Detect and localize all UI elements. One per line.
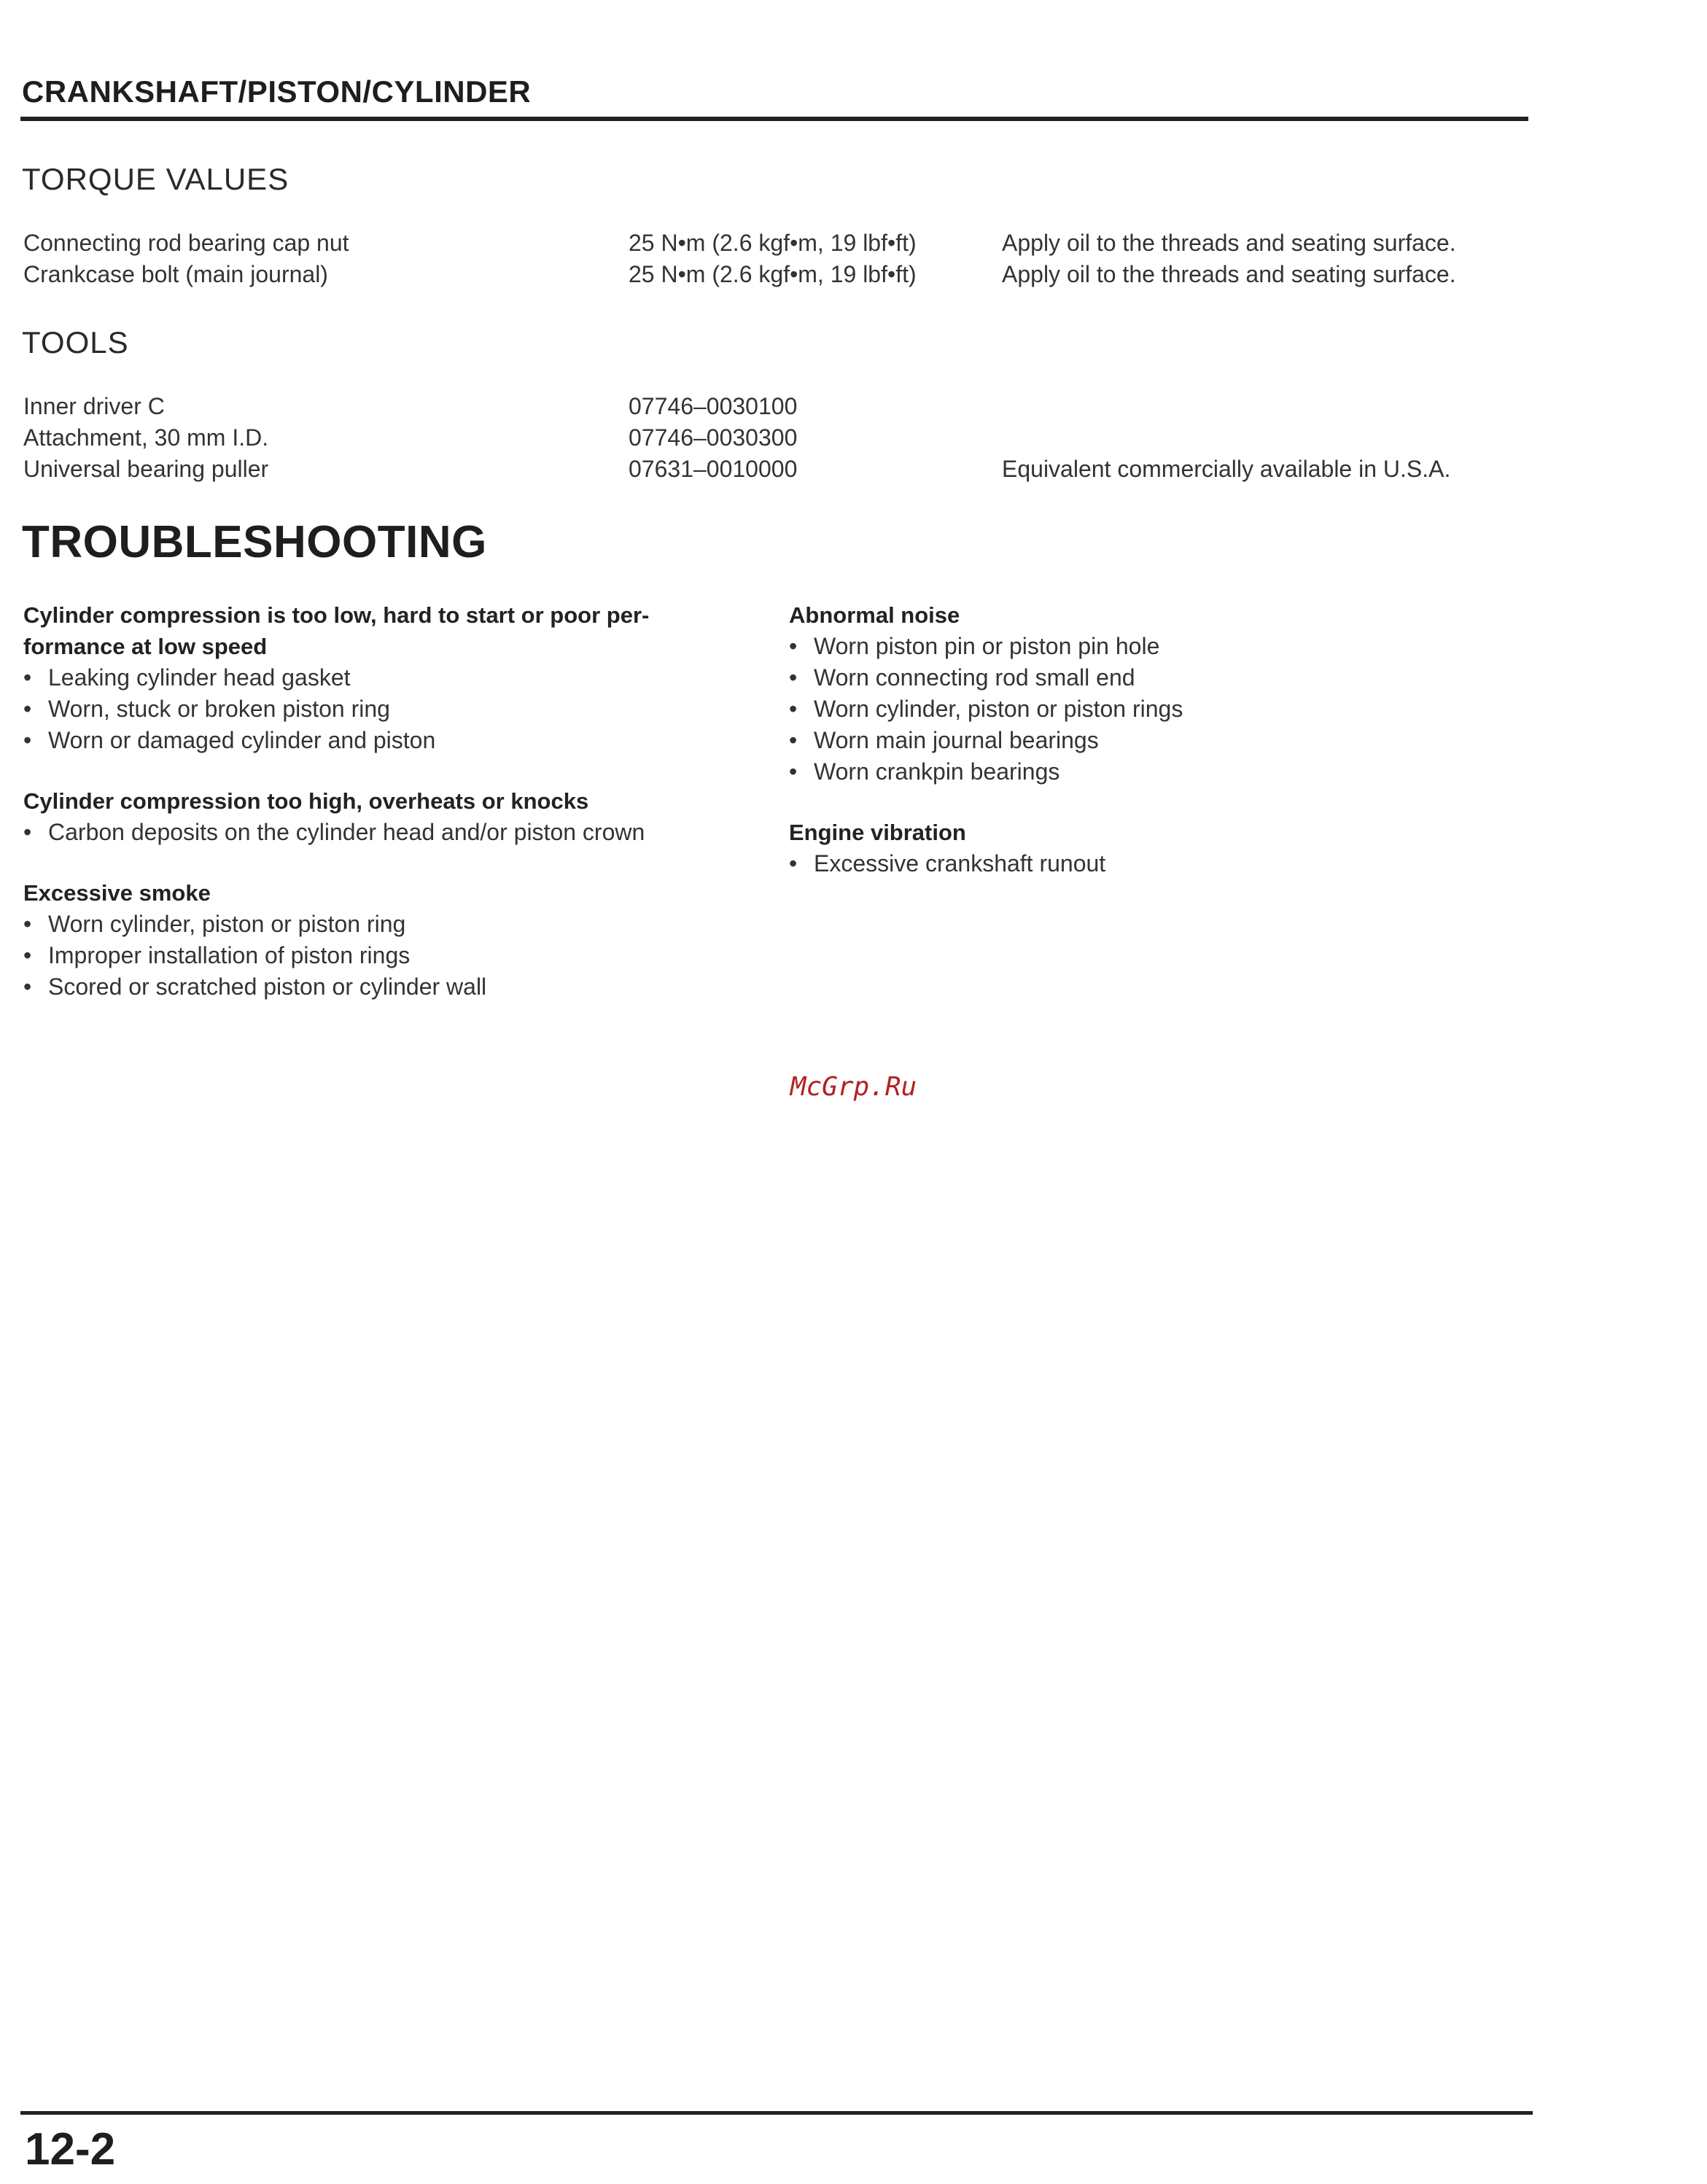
bullet-icon: • xyxy=(23,942,32,968)
tool-row xyxy=(0,456,1707,488)
bullet-icon: • xyxy=(23,911,32,937)
cause-text: Improper installation of piston rings xyxy=(48,942,411,968)
symptom-title: Abnormal noise xyxy=(789,602,960,628)
torque-note: Apply oil to the threads and seating surface. xyxy=(1002,230,1456,256)
cause-text: Worn cylinder, piston or piston rings xyxy=(814,696,1183,722)
symptom-title: Cylinder compression too high, overheats or knocks xyxy=(23,788,589,814)
cause-text: Worn or damaged cylinder and piston xyxy=(48,727,436,753)
cause-item xyxy=(23,940,767,971)
bullet-icon: • xyxy=(23,974,32,1000)
bullet-icon: • xyxy=(789,664,798,691)
tool-code: 07746–0030300 xyxy=(629,424,798,451)
symptom-group xyxy=(23,785,767,848)
header-rule xyxy=(20,117,1528,121)
bullet-icon: • xyxy=(789,727,798,753)
cause-item xyxy=(23,817,767,848)
symptom-title: Engine vibration xyxy=(789,820,966,845)
cause-item xyxy=(789,756,1533,788)
bullet-icon: • xyxy=(23,819,32,845)
troubleshooting-left-column xyxy=(23,599,767,1032)
cause-item xyxy=(23,971,767,1003)
torque-values-heading: TORQUE VALUES xyxy=(22,162,289,196)
cause-text: Worn crankpin bearings xyxy=(814,758,1060,785)
footer-rule xyxy=(20,2111,1533,2115)
bullet-icon: • xyxy=(789,696,798,722)
cause-text: Worn, stuck or broken piston ring xyxy=(48,696,390,722)
torque-note: Apply oil to the threads and seating surface. xyxy=(1002,261,1456,287)
symptom-title: Excessive smoke xyxy=(23,880,211,906)
tool-code: 07746–0030100 xyxy=(629,393,798,419)
cause-item xyxy=(789,631,1533,662)
cause-item xyxy=(789,725,1533,756)
symptom-group xyxy=(789,817,1533,879)
troubleshooting-heading: TROUBLESHOOTING xyxy=(22,517,487,567)
torque-item: Crankcase bolt (main journal) xyxy=(23,261,328,287)
torque-value: 25 N•m (2.6 kgf•m, 19 lbf•ft) xyxy=(629,261,917,287)
cause-text: Worn cylinder, piston or piston ring xyxy=(48,911,406,937)
cause-text: Scored or scratched piston or cylinder wall xyxy=(48,974,487,1000)
torque-item: Connecting rod bearing cap nut xyxy=(23,230,349,256)
cause-text: Leaking cylinder head gasket xyxy=(48,664,351,691)
tool-item: Universal bearing puller xyxy=(23,456,269,482)
cause-item xyxy=(23,725,767,756)
symptom-group xyxy=(789,599,1533,788)
bullet-icon: • xyxy=(789,850,798,877)
chapter-title: CRANKSHAFT/PISTON/CYLINDER xyxy=(22,74,532,109)
bullet-icon: • xyxy=(23,696,32,722)
cause-text: Worn piston pin or piston pin hole xyxy=(814,633,1160,659)
cause-text: Excessive crankshaft runout xyxy=(814,850,1106,877)
cause-text: Worn connecting rod small end xyxy=(814,664,1135,691)
cause-item xyxy=(789,693,1533,725)
symptom-title-cont: formance at low speed xyxy=(23,634,268,659)
troubleshooting-right-column xyxy=(789,599,1533,909)
cause-item xyxy=(23,693,767,725)
tool-row xyxy=(0,424,1707,456)
symptom-group xyxy=(23,877,767,1003)
tool-item: Attachment, 30 mm I.D. xyxy=(23,424,269,451)
symptom-title: Cylinder compression is too low, hard to start or poor per- xyxy=(23,602,650,628)
bullet-icon: • xyxy=(23,664,32,691)
tool-code: 07631–0010000 xyxy=(629,456,798,482)
torque-row xyxy=(0,261,1707,293)
tool-item: Inner driver C xyxy=(23,393,165,419)
cause-text: Worn main journal bearings xyxy=(814,727,1099,753)
cause-text: Carbon deposits on the cylinder head and/or piston crown xyxy=(48,819,645,845)
bullet-icon: • xyxy=(789,758,798,785)
symptom-group xyxy=(23,599,767,756)
tool-row xyxy=(0,393,1707,425)
tool-note: Equivalent commercially available in U.S.A. xyxy=(1002,456,1451,482)
cause-item xyxy=(789,848,1533,879)
torque-value: 25 N•m (2.6 kgf•m, 19 lbf•ft) xyxy=(629,230,917,256)
cause-item xyxy=(23,909,767,940)
cause-item xyxy=(789,662,1533,693)
cause-item xyxy=(23,662,767,693)
torque-row xyxy=(0,230,1707,262)
bullet-icon: • xyxy=(789,633,798,659)
bullet-icon: • xyxy=(23,727,32,753)
site-watermark: McGrp.Ru xyxy=(790,1072,917,1102)
page-number: 12-2 xyxy=(25,2124,116,2175)
tools-heading: TOOLS xyxy=(22,325,129,360)
